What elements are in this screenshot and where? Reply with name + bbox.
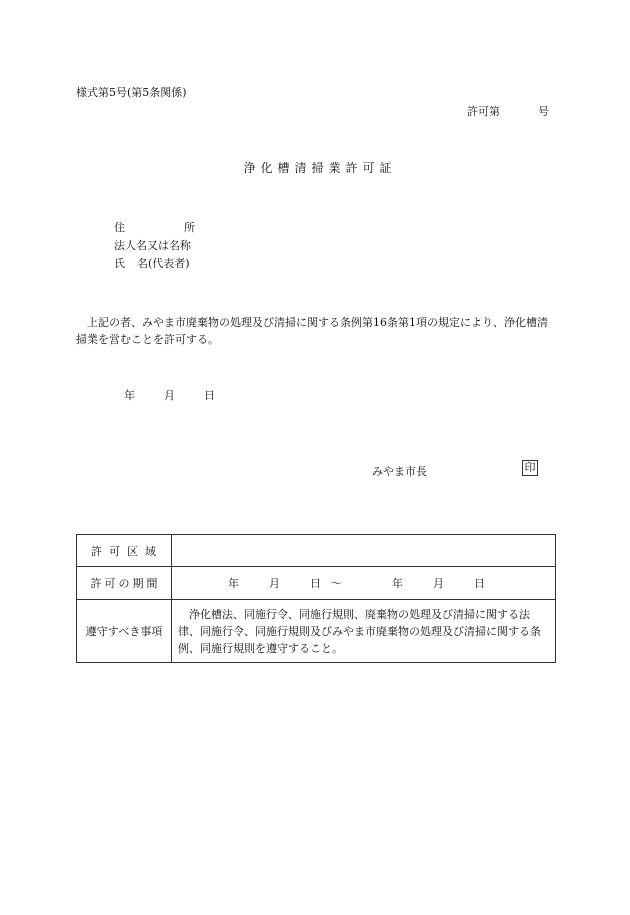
period-start-month: 月 xyxy=(269,577,280,590)
person-label-a: 氏 xyxy=(114,257,125,270)
duties-label: 遵守すべき事項 xyxy=(77,600,172,663)
seal-mark: 印 xyxy=(522,460,538,476)
period-start-year: 年 xyxy=(228,577,239,590)
date-day: 日 xyxy=(204,389,215,402)
date-year: 年 xyxy=(124,389,135,402)
area-value xyxy=(172,535,556,567)
period-end-day: 日 xyxy=(474,577,485,590)
permit-number-prefix: 許可第 xyxy=(467,105,500,118)
table-row xyxy=(77,567,556,600)
corp-name-field: 法人名又は名称 xyxy=(114,239,191,252)
person-label-b: 名(代表者) xyxy=(137,257,190,270)
period-value xyxy=(172,567,556,600)
area-label: 許可区域 xyxy=(77,535,172,567)
issuer-mayor: みやま市長 xyxy=(372,465,427,478)
permit-details-table xyxy=(76,534,556,663)
table-row xyxy=(77,600,556,663)
date-month: 月 xyxy=(164,389,175,402)
person-name-field xyxy=(114,255,190,271)
document-title: 浄化槽清掃業許可証 xyxy=(243,161,397,175)
period-start-day: 日 xyxy=(310,577,321,590)
period-end-year: 年 xyxy=(392,577,403,590)
address-field xyxy=(114,219,195,235)
address-label-b: 所 xyxy=(184,221,195,234)
permit-number xyxy=(467,103,549,119)
permit-number-suffix: 号 xyxy=(538,105,549,118)
period-end-month: 月 xyxy=(433,577,444,590)
period-label: 許可の期間 xyxy=(77,567,172,600)
duties-text: 浄化槽法、同施行令、同施行規則、廃棄物の処理及び清掃に関する法律、同施行令、同施行規則及びみやま市廃棄物の処理及び清掃に関する条例、同施行規則を遵守すること。 xyxy=(172,600,556,663)
address-label-a: 住 xyxy=(114,221,125,234)
period-tilde: ～ xyxy=(331,577,342,590)
form-number: 様式第5号(第5条関係) xyxy=(76,86,187,99)
permit-statement: 上記の者、みやま市廃棄物の処理及び清掃に関する条例第16条第1項の規定により、浄化槽清掃業を営むことを許可する。 xyxy=(76,316,548,346)
table-row xyxy=(77,535,556,567)
issue-date xyxy=(124,387,215,403)
